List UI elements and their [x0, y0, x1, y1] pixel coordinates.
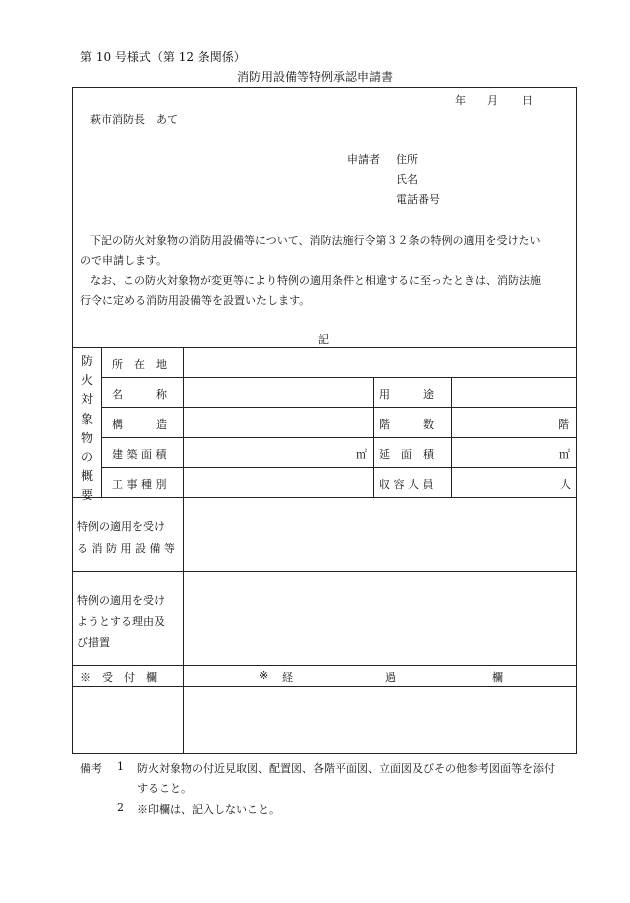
- vertical-char: の: [80, 450, 93, 465]
- divider-ki: [72, 347, 577, 348]
- body-para1-line1: 下記の防火対象物の消防用設備等について、消防法施行令第３２条の特例の適用を受けたい: [90, 234, 541, 247]
- location-label: 所 在 地: [112, 358, 167, 371]
- vertical-char: 象: [80, 411, 93, 426]
- floors-unit: 階: [558, 418, 569, 431]
- note-2-text: ※印欄は、記入しないこと。: [137, 803, 280, 816]
- form-number: 第 10 号様式（第 12 条関係）: [80, 50, 246, 64]
- body-para1-line2: ので申請します。: [80, 254, 168, 267]
- divider-row-3: [101, 437, 577, 438]
- date-month-label: 月: [487, 94, 498, 107]
- capacity-unit: 人: [560, 478, 571, 491]
- divider-row-2: [101, 407, 577, 408]
- divider-reception-header: [72, 686, 577, 687]
- use-label: 用 途: [379, 388, 434, 401]
- special-reason-label-line3: び措置: [77, 636, 110, 649]
- special-reason-label-line2: ようとする理由及: [77, 615, 165, 628]
- note-2-number: 2: [117, 801, 124, 814]
- notes-label: 備考: [80, 762, 102, 775]
- progress-header-char: 過: [385, 671, 396, 684]
- note-1-number: 1: [117, 760, 124, 773]
- divider-label-column: [183, 347, 184, 754]
- building-area-unit: ㎡: [356, 448, 367, 461]
- vertical-char: 概: [80, 469, 93, 484]
- divider-middle-column: [373, 377, 374, 497]
- special-equipment-label-line2: る 消 防 用 設 備 等: [77, 542, 175, 555]
- divider-overview-end: [72, 497, 577, 498]
- vertical-char: 火: [80, 373, 93, 388]
- progress-header-char: 欄: [492, 671, 503, 684]
- note-1-line2: すること。: [137, 782, 192, 795]
- page-title: 消防用設備等特例承認申請書: [236, 70, 393, 84]
- total-floor-area-unit: ㎡: [559, 448, 570, 461]
- note-1-line1: 防火対象物の付近見取図、配置図、各階平面図、立面図及びその他参考図面等を添付: [137, 762, 555, 775]
- body-para2-line2: 行令に定める消防用設備等を設置いたします。: [80, 294, 311, 307]
- vertical-char: 物: [80, 430, 93, 445]
- addressee: 萩市消防長 あて: [90, 113, 178, 126]
- divider-vertical-label: [101, 347, 102, 497]
- construction-type-label: 工 事 種 別: [112, 478, 167, 491]
- vertical-char: 要: [80, 488, 93, 503]
- applicant-name-label: 氏名: [396, 173, 418, 186]
- divider-row-4: [101, 467, 577, 468]
- capacity-label: 収 容 人 員: [379, 478, 434, 491]
- overview-vertical-label: [73, 352, 101, 506]
- progress-header-char: 経: [282, 671, 293, 684]
- special-equipment-label-line1: 特例の適用を受け: [77, 520, 165, 533]
- applicant-phone-label: 電話番号: [396, 193, 440, 206]
- divider-right-label: [451, 377, 452, 497]
- applicant-address-label: 住所: [396, 153, 418, 166]
- divider-reason-end: [72, 665, 577, 666]
- applicant-label: 申請者: [347, 153, 380, 166]
- name-label: 名 称: [112, 388, 167, 401]
- divider-equipment-end: [72, 571, 577, 572]
- vertical-char: 防: [80, 354, 93, 368]
- ki-label: 記: [318, 333, 329, 346]
- divider-row-1: [101, 377, 577, 378]
- total-floor-area-label: 延 面 積: [379, 448, 434, 461]
- structure-label: 構 造: [112, 418, 167, 431]
- progress-header-mark: ※: [259, 669, 269, 682]
- floors-label: 階 数: [379, 418, 434, 431]
- date-day-label: 日: [522, 94, 533, 107]
- reception-header: ※ 受 付 欄: [80, 671, 157, 684]
- date-year-label: 年: [455, 94, 466, 107]
- building-area-label: 建 築 面 積: [112, 448, 167, 461]
- vertical-char: 対: [80, 392, 93, 407]
- body-para2-line1: なお、この防火対象物が変更等により特例の適用条件と相違するに至ったときは、消防法施: [90, 274, 541, 287]
- special-reason-label-line1: 特例の適用を受け: [77, 594, 165, 607]
